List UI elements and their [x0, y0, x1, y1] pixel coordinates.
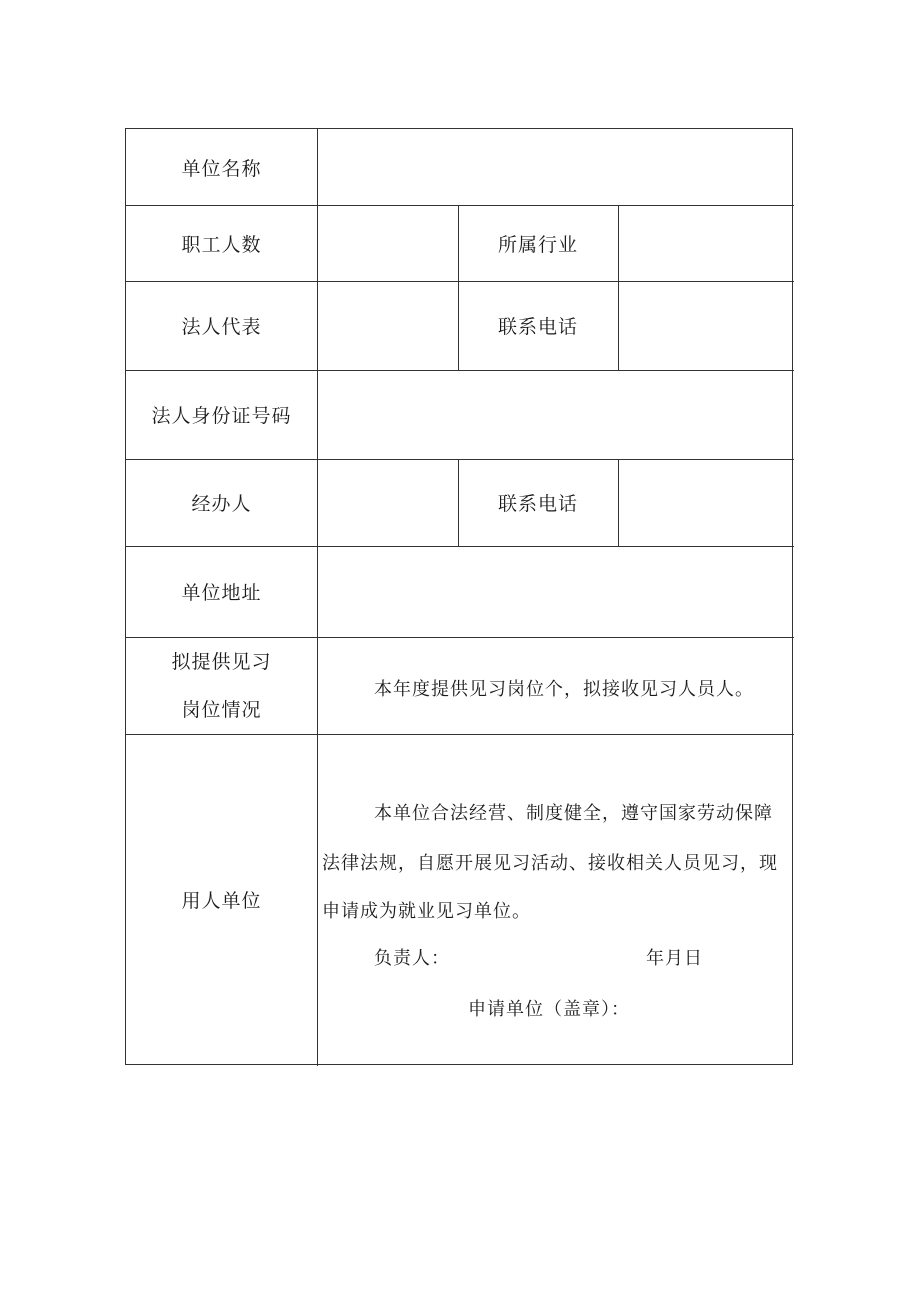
- legal-id-field[interactable]: [318, 371, 793, 459]
- unit-address-label: 单位地址: [181, 582, 262, 604]
- registration-form: [125, 128, 793, 1065]
- handler-phone-label: 联系电话: [497, 493, 578, 515]
- contact-phone-field[interactable]: [619, 282, 793, 370]
- applicant-seal-label: 申请单位（盖章）：: [468, 999, 630, 1020]
- positions-text: 本年度提供见习岗位个，拟接收见习人员人。: [374, 679, 754, 700]
- unit-name-field[interactable]: [318, 129, 793, 205]
- date-label: 年月日: [646, 948, 703, 969]
- handler-phone-field[interactable]: [619, 460, 793, 546]
- declaration-line-3: 申请成为就业见习单位。: [322, 901, 531, 922]
- industry-label: 所属行业: [497, 233, 578, 256]
- responsible-label: 负责人：: [374, 948, 450, 969]
- positions-label-line2: 岗位情况: [181, 698, 262, 721]
- declaration-line-2: 法律法规，自愿开展见习活动、接收相关人员见习，现: [322, 853, 778, 874]
- declaration-line-1: 本单位合法经营、制度健全，遵守国家劳动保障: [374, 803, 773, 824]
- handler-label: 经办人: [191, 493, 252, 515]
- unit-name-label: 单位名称: [181, 157, 262, 180]
- contact-phone-label: 联系电话: [497, 316, 578, 338]
- legal-rep-label: 法人代表: [181, 316, 262, 338]
- legal-rep-field[interactable]: [318, 282, 458, 370]
- handler-field[interactable]: [318, 460, 458, 546]
- staff-count-label: 职工人数: [181, 233, 262, 256]
- unit-address-field[interactable]: [318, 547, 793, 637]
- positions-label-line1: 拟提供见习: [171, 650, 272, 673]
- industry-field[interactable]: [619, 206, 793, 281]
- legal-id-label: 法人身份证号码: [151, 405, 292, 427]
- staff-count-field[interactable]: [318, 206, 458, 281]
- positions-label: [126, 637, 317, 734]
- employer-label: 用人单位: [181, 890, 262, 912]
